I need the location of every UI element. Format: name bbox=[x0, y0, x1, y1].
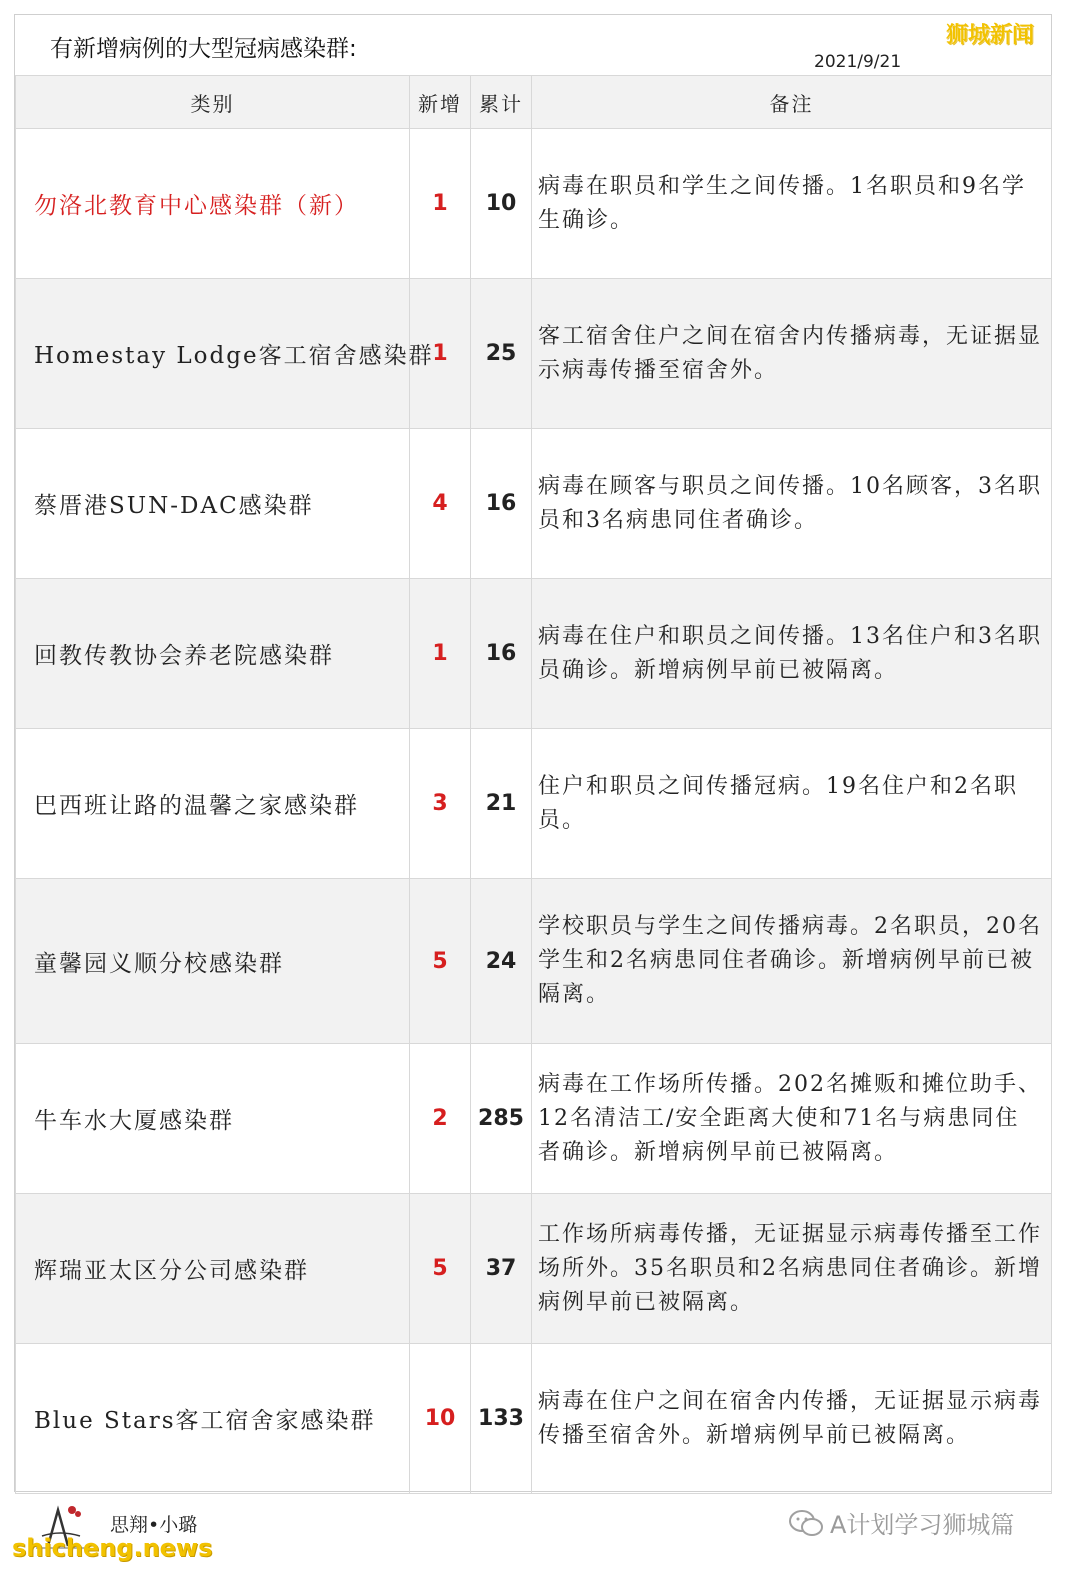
header-category: 类别 bbox=[16, 76, 410, 129]
total-cases: 37 bbox=[471, 1194, 532, 1344]
new-cases: 4 bbox=[410, 429, 471, 579]
cluster-name: 辉瑞亚太区分公司感染群 bbox=[16, 1194, 410, 1344]
table-header-row bbox=[16, 76, 1052, 129]
new-cases: 5 bbox=[410, 1194, 471, 1344]
new-cases: 5 bbox=[410, 879, 471, 1044]
cluster-name: 蔡厝港SUN-DAC感染群 bbox=[16, 429, 410, 579]
cluster-name: Blue Stars客工宿舍家感染群 bbox=[16, 1344, 410, 1494]
new-cases: 3 bbox=[410, 729, 471, 879]
table-row bbox=[16, 279, 1052, 429]
page-title: 有新增病例的大型冠病感染群: bbox=[50, 36, 357, 62]
new-cases: 2 bbox=[410, 1044, 471, 1194]
header-note: 备注 bbox=[532, 76, 1052, 129]
table-row bbox=[16, 729, 1052, 879]
total-cases: 25 bbox=[471, 279, 532, 429]
total-cases: 16 bbox=[471, 579, 532, 729]
cluster-note: 病毒在顾客与职员之间传播。10名顾客，3名职员和3名病患同住者确诊。 bbox=[532, 429, 1052, 579]
cluster-name: 童馨园义顺分校感染群 bbox=[16, 879, 410, 1044]
cluster-note: 病毒在住户之间在宿舍内传播，无证据显示病毒传播至宿舍外。新增病例早前已被隔离。 bbox=[532, 1344, 1052, 1494]
header-total: 累计 bbox=[471, 76, 532, 129]
cluster-name: 巴西班让路的温馨之家感染群 bbox=[16, 729, 410, 879]
wechat-account-name: A计划学习狮城篇 bbox=[830, 1511, 1015, 1539]
cluster-name: 回教传教协会养老院感染群 bbox=[16, 579, 410, 729]
header-new: 新增 bbox=[410, 76, 471, 129]
cluster-note: 病毒在工作场所传播。202名摊贩和摊位助手、12名清洁工/安全距离大使和71名与病患同住者确诊。新增病例早前已被隔离。 bbox=[532, 1044, 1052, 1194]
new-cases: 1 bbox=[410, 579, 471, 729]
table-row bbox=[16, 1044, 1052, 1194]
cluster-note: 客工宿舍住户之间在宿舍内传播病毒，无证据显示病毒传播至宿舍外。 bbox=[532, 279, 1052, 429]
total-cases: 21 bbox=[471, 729, 532, 879]
wechat-icon bbox=[788, 1509, 824, 1537]
author-credit: 思翔•小璐 bbox=[110, 1514, 198, 1536]
cluster-note: 病毒在住户和职员之间传播。13名住户和3名职员确诊。新增病例早前已被隔离。 bbox=[532, 579, 1052, 729]
cluster-note: 病毒在职员和学生之间传播。1名职员和9名学生确诊。 bbox=[532, 129, 1052, 279]
total-cases: 285 bbox=[471, 1044, 532, 1194]
wechat-account bbox=[788, 1505, 1014, 1540]
site-watermark: shicheng.news bbox=[12, 1534, 213, 1562]
cluster-note: 住户和职员之间传播冠病。19名住户和2名职员。 bbox=[532, 729, 1052, 879]
cluster-name: 勿洛北教育中心感染群（新） bbox=[16, 129, 410, 279]
new-cases: 1 bbox=[410, 129, 471, 279]
total-cases: 24 bbox=[471, 879, 532, 1044]
report-date: 2021/9/21 bbox=[814, 52, 902, 72]
total-cases: 10 bbox=[471, 129, 532, 279]
total-cases: 16 bbox=[471, 429, 532, 579]
table-row bbox=[16, 879, 1052, 1044]
table-row bbox=[16, 1344, 1052, 1494]
table-row bbox=[16, 129, 1052, 279]
new-cases: 1 bbox=[410, 279, 471, 429]
total-cases: 133 bbox=[471, 1344, 532, 1494]
new-cases: 10 bbox=[410, 1344, 471, 1494]
cluster-table bbox=[15, 75, 1052, 1494]
cluster-name: Homestay Lodge客工宿舍感染群 bbox=[16, 279, 410, 429]
table-row bbox=[16, 579, 1052, 729]
table-row bbox=[16, 1194, 1052, 1344]
table-row bbox=[16, 429, 1052, 579]
cluster-name: 牛车水大厦感染群 bbox=[16, 1044, 410, 1194]
cluster-note: 工作场所病毒传播，无证据显示病毒传播至工作场所外。35名职员和2名病患同住者确诊。新增病例早前已被隔离。 bbox=[532, 1194, 1052, 1344]
brand-logo-text: 狮城新闻 bbox=[946, 23, 1035, 48]
cluster-note: 学校职员与学生之间传播病毒。2名职员，20名学生和2名病患同住者确诊。新增病例早前已被隔离。 bbox=[532, 879, 1052, 1044]
